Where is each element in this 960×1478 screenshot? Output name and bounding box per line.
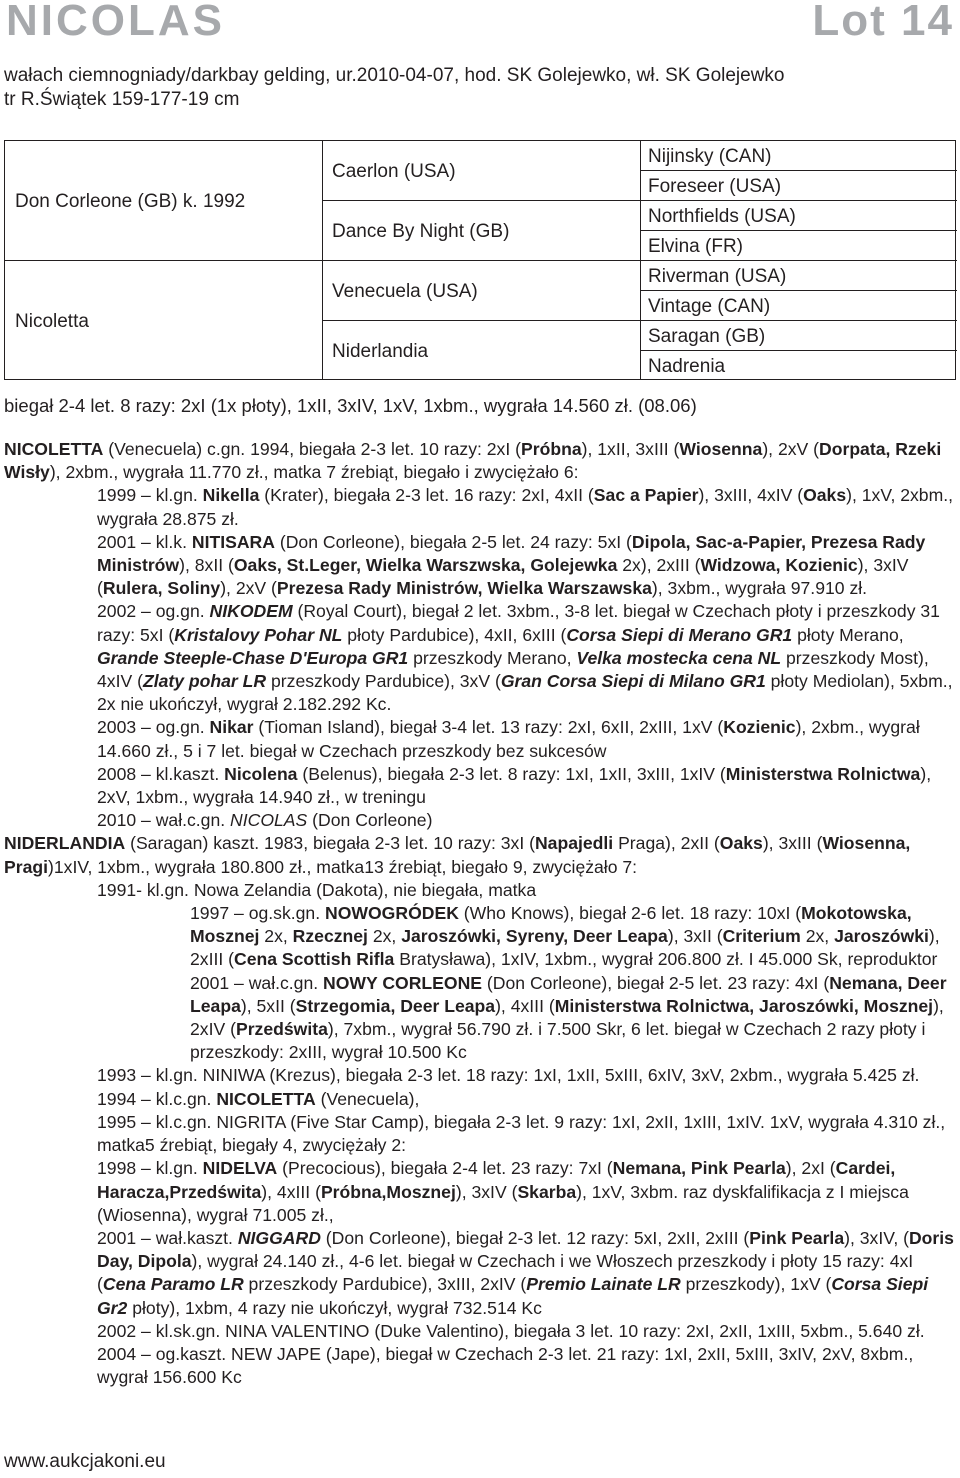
text-run: ), 5xII ( bbox=[240, 995, 296, 1016]
pedigree-great-grandparent: Elvina (FR) bbox=[648, 236, 744, 257]
text-run: ), 2xV ( bbox=[762, 439, 820, 459]
text-run: Pink Pearla bbox=[749, 1227, 845, 1248]
text-run: Premio Lainate LR bbox=[526, 1274, 681, 1295]
text-run: Skarba bbox=[517, 1181, 577, 1202]
text-run: Przedświta bbox=[235, 1019, 328, 1040]
text-run: Grande Steeple-Chase D'Europa GR1 bbox=[97, 647, 409, 668]
offspring-2001-c bbox=[4, 1227, 954, 1320]
text-run: Wiosenna bbox=[679, 439, 763, 459]
pedigree-great-grandparent: Nadrenia bbox=[648, 356, 726, 377]
pedigree-grandparent: Dance By Night (GB) bbox=[332, 221, 510, 242]
text-run: 2003 – og.gn. bbox=[97, 717, 210, 738]
text-run: Nikella bbox=[202, 485, 260, 506]
text-run: NIGGARD bbox=[237, 1227, 321, 1248]
text-run: Bratysława), 1xIV, 1xbm., wygrał 206.800 zł. I 45.000 Sk, reproduktor bbox=[394, 949, 938, 970]
text-run: Próbna,Mosznej bbox=[320, 1181, 456, 1202]
text-run: ), 2xIII ( bbox=[190, 926, 940, 970]
pedigree-grandparent: Niderlandia bbox=[332, 341, 429, 362]
text-run: Jaroszówki, Syreny, Deer Leapa bbox=[401, 926, 668, 947]
dam-line-text bbox=[4, 438, 954, 1389]
horse-description bbox=[4, 64, 944, 112]
text-run: Widzowa, Kozienic bbox=[700, 555, 858, 576]
text-run: ), 3xIII, 4xIV ( bbox=[698, 485, 804, 506]
offspring-1999 bbox=[4, 484, 954, 530]
text-run: NICOLETTA bbox=[4, 439, 104, 459]
text-run: płoty Mediolan), 5xbm., 2x nie ukończył, wygrał 2.182.292 Kc. bbox=[97, 671, 953, 715]
text-run: Gran Corsa Siepi di Milano GR1 bbox=[500, 671, 766, 692]
text-run: Nemana, Pink Pearla bbox=[612, 1158, 786, 1179]
text-run: przeszkody Most), 4xIV ( bbox=[97, 647, 929, 692]
text-run: Nemana, Deer Leapa bbox=[190, 972, 947, 1016]
lot-number: Lot 14 bbox=[812, 0, 954, 45]
offspring-2002-b bbox=[4, 1320, 954, 1343]
text-run: przeszkody), 1xV ( bbox=[680, 1274, 832, 1295]
text-run: (Don Corleone), biegał 2-5 let. 23 razy: 4xI ( bbox=[482, 972, 830, 993]
text-run: 2001 – wał.kaszt. bbox=[97, 1227, 238, 1248]
text-run: NIDERLANDIA bbox=[4, 833, 126, 854]
text-run: NIDELVA bbox=[202, 1158, 278, 1179]
text-run: 2x, bbox=[800, 926, 835, 947]
text-run: (Don Corleone), biegał 2-3 let. 12 razy: 5xI, 2xII, 2xIII ( bbox=[320, 1227, 750, 1248]
text-run: ), 3xIII ( bbox=[762, 833, 823, 854]
text-run: NOWY CORLEONE bbox=[323, 972, 483, 993]
offspring-2010 bbox=[4, 809, 954, 832]
text-run: Zlaty pohar LR bbox=[142, 671, 267, 692]
text-run: ), 4xIII ( bbox=[261, 1181, 321, 1202]
text-run: 2x), 2xIII ( bbox=[617, 555, 701, 576]
pedigree-great-grandparent: Vintage (CAN) bbox=[648, 296, 771, 317]
text-run: 2x, bbox=[259, 926, 293, 947]
text-run: ), 4xIII ( bbox=[495, 995, 555, 1016]
text-run: (Belenus), biegała 2-3 let. 8 razy: 1xI, 1xII, 3xIII, 1xIV ( bbox=[297, 763, 726, 784]
text-run: Prezesa Rady Ministrów, Wielka Warszawska bbox=[276, 578, 652, 599]
text-run: (Tioman Island), biegał 3-4 let. 13 razy: 2xI, 6xII, 2xIII, 1xV ( bbox=[253, 717, 724, 738]
offspring-1997 bbox=[4, 902, 954, 972]
text-run: Rulera, Soliny bbox=[102, 578, 221, 599]
text-run: 2008 – kl.kaszt. bbox=[97, 763, 225, 784]
text-run: 1993 – kl.gn. NINIWA (Krezus), biegała 2-3 let. 18 razy: 1xI, 1xII, 5xIII, 6xIV, 3xV, 2xbm., wygrała 5.425 zł. bbox=[97, 1065, 920, 1086]
text-run: przeszkody Pardubice), 3xIII, 2xIV ( bbox=[243, 1274, 527, 1295]
text-run: Dipola, Sac-a-Papier, Prezesa Rady Ministrów bbox=[97, 531, 926, 576]
pedigree-great-grandparent: Northfields (USA) bbox=[648, 206, 796, 227]
text-run: ), 2xIV ( bbox=[190, 995, 944, 1040]
text-run: NICOLAS bbox=[230, 810, 308, 831]
text-run: ), 3xIV ( bbox=[455, 1181, 518, 1202]
text-run: ), 3xIV ( bbox=[97, 555, 909, 599]
text-run: 2001 – kl.k. bbox=[97, 531, 192, 552]
offspring-2001-b bbox=[4, 972, 954, 1065]
pedigree-great-grandparent: Foreseer (USA) bbox=[648, 176, 782, 197]
text-run: Cena Paramo LR bbox=[102, 1274, 244, 1295]
offspring-1998 bbox=[4, 1157, 954, 1227]
text-run: ), 2xI ( bbox=[785, 1158, 836, 1179]
text-run: NICOLETTA bbox=[216, 1088, 316, 1109]
text-run: ), 1xV, 3xbm. raz dyskfalifikacja z I miejsca (Wiosenna), wygrał 71.005 zł., bbox=[97, 1181, 909, 1225]
website-link[interactable]: www.aukcjakoni.eu bbox=[4, 1451, 166, 1472]
text-run: ), 2xbm., wygrał 14.660 zł., 5 i 7 let. biegał w Czechach przeszkody bez sukcesów bbox=[97, 717, 920, 761]
paragraph-nicoletta bbox=[4, 438, 954, 484]
offspring-1993 bbox=[4, 1064, 954, 1087]
text-run: ), 7xbm., wygrał 56.790 zł. i 7.500 Skr, 6 let. biegał w Czechach 2 razy płoty i przeszkody: 2xIII, wygrał 10.500 Kc bbox=[190, 1019, 926, 1063]
text-run: 1998 – kl.gn. bbox=[97, 1158, 203, 1179]
text-run: Oaks, St.Leger, Wielka Warszwska, Golejewka bbox=[233, 555, 618, 576]
offspring-2001 bbox=[4, 531, 954, 601]
text-run: Kozienic bbox=[723, 717, 796, 738]
text-run: Ministerstwa Rolnictwa, Jaroszówki, Mosznej bbox=[554, 995, 934, 1016]
text-run: NOWOGRÓDEK bbox=[325, 903, 459, 924]
pedigree-dam: Nicoletta bbox=[15, 311, 89, 332]
text-run: Jaroszówki bbox=[834, 926, 929, 947]
text-run: Cena Scottish Rifla bbox=[234, 949, 395, 970]
description-line-1: wałach ciemnogniady/darkbay gelding, ur.2010-04-07, hod. SK Golejewko, wł. SK Golejewko bbox=[4, 65, 785, 86]
text-run: ), 8xII ( bbox=[179, 555, 234, 576]
pedigree-sire: Don Corleone (GB) k. 1992 bbox=[15, 191, 246, 212]
horse-name: NICOLAS bbox=[6, 0, 225, 45]
text-run: 2001 – wał.c.gn. bbox=[190, 972, 324, 993]
text-run: Sac a Papier bbox=[593, 485, 699, 506]
text-run: (Venecuela) c.gn. 1994, biegała 2-3 let. 10 razy: 2xI ( bbox=[103, 439, 521, 459]
text-run: ), 1xII, 3xIII ( bbox=[581, 439, 680, 459]
text-run: ), 2xbm., wygrała 11.770 zł., matka 7 źrebiąt, biegało i zwyciężało 6: bbox=[49, 462, 579, 483]
text-run: Rzecznej bbox=[292, 926, 368, 947]
text-run: 2010 – wał.c.gn. bbox=[97, 810, 231, 831]
text-run: 1994 – kl.c.gn. bbox=[97, 1088, 217, 1109]
text-run: Oaks bbox=[719, 833, 763, 854]
text-run: 2004 – og.kaszt. NEW JAPE (Jape), biegał w Czechach 2-3 let. 21 razy: 1xI, 2xII, 5xIII, 3xIV, 2xV, 8xbm., wygrał 156.600 Kc bbox=[97, 1343, 914, 1388]
text-run: Wiosenna, Pragi bbox=[4, 833, 911, 877]
text-run: 2002 – kl.sk.gn. NINA VALENTINO (Duke Valentino), biegała 3 let. 10 razy: 2xI, 2xII, 1xIII, 5xbm., 5.640 zł. bbox=[97, 1320, 925, 1341]
text-run: ), 3xIV, ( bbox=[844, 1227, 909, 1248]
text-run: (Don Corleone) bbox=[307, 810, 433, 831]
text-run: ), 3xII ( bbox=[667, 926, 723, 947]
pedigree-grandparent: Venecuela (USA) bbox=[332, 281, 478, 302]
text-run: Strzegomia, Deer Leapa bbox=[295, 995, 496, 1016]
text-run: Mokotowska, Mosznej bbox=[190, 903, 912, 947]
offspring-2002 bbox=[4, 600, 954, 716]
offspring-1994 bbox=[4, 1088, 954, 1111]
text-run: 2x, bbox=[367, 926, 402, 947]
pedigree-table bbox=[4, 140, 956, 380]
offspring-1995 bbox=[4, 1111, 954, 1157]
text-run: Nikar bbox=[209, 717, 254, 738]
text-run: Ministerstwa Rolnictwa bbox=[725, 763, 921, 784]
text-run: ), 2xV ( bbox=[220, 578, 277, 599]
offspring-2008 bbox=[4, 763, 954, 809]
text-run: ), 2xV, 1xbm., wygrała 14.940 zł., w treningu bbox=[97, 763, 932, 808]
description-line-2: tr R.Świątek 159-177-19 cm bbox=[4, 89, 240, 110]
sire-race-record: biegał 2-4 let. 8 razy: 2xI (1x płoty), 1xII, 3xIV, 1xV, 1xbm., wygrała 14.560 zł. (08.06) bbox=[4, 395, 697, 416]
text-run: (Royal Court), biegał 2 let. 3xbm., 3-8 let. biegał w Czechach płoty i przeszkody 31 razy: 5xI ( bbox=[97, 601, 940, 645]
text-run: (Venecuela), bbox=[315, 1088, 420, 1109]
text-run: przeszkody Pardubice), 3xV ( bbox=[266, 671, 501, 692]
text-run: Cardei, Haracza,Przedświta bbox=[97, 1158, 896, 1202]
pedigree-great-grandparent: Riverman (USA) bbox=[648, 266, 787, 287]
pedigree-grandparent: Caerlon (USA) bbox=[332, 161, 456, 182]
text-run: )1xIV, 1xbm., wygrała 180.800 zł., matka13 źrebiąt, biegało 9, zwyciężało 7: bbox=[48, 856, 638, 877]
text-run: Praga), 2xII ( bbox=[613, 833, 720, 854]
paragraph-niderlandia bbox=[4, 832, 954, 878]
text-run: Oaks bbox=[803, 485, 847, 506]
text-run: (Don Corleone), biegała 2-5 let. 24 razy: 5xI ( bbox=[274, 531, 632, 552]
text-run: Doris Day, Dipola bbox=[97, 1227, 954, 1272]
text-run: Corsa Siepi Gr2 bbox=[97, 1274, 929, 1318]
text-run: (Saragan) kaszt. 1983, biegała 2-3 let. 10 razy: 3xI ( bbox=[125, 833, 535, 854]
text-run: Criterium bbox=[722, 926, 801, 947]
text-run: NITISARA bbox=[191, 531, 275, 552]
text-run: Corsa Siepi di Merano GR1 bbox=[566, 624, 793, 645]
text-run: 1991- kl.gn. Nowa Zelandia (Dakota), nie biegała, matka bbox=[97, 879, 537, 900]
text-run: 1997 – og.sk.gn. bbox=[190, 903, 325, 924]
text-run: płoty), 1xbm, 4 razy nie ukończył, wygrał 732.514 Kc bbox=[127, 1297, 542, 1318]
text-run: płoty Pardubice), 4xII, 6xIII ( bbox=[342, 624, 567, 645]
text-run: (Krater), biegała 2-3 let. 16 razy: 2xI, 4xII ( bbox=[259, 485, 594, 506]
text-run: (Precocious), biegała 2-4 let. 23 razy: 7xI ( bbox=[277, 1158, 613, 1179]
text-run: Kristalovy Pohar NL bbox=[174, 624, 343, 645]
text-run: płoty Merano, bbox=[792, 624, 904, 645]
text-run: Próbna bbox=[521, 439, 582, 459]
text-run: przeszkody Merano, bbox=[408, 647, 577, 668]
text-run: Napajedli bbox=[534, 833, 614, 854]
text-run: ), wygrał 24.140 zł., 4-6 let. biegał w Czechach i we Włoszech przeszkody i płoty 15 razy: 4xI ( bbox=[97, 1251, 914, 1295]
offspring-1991 bbox=[4, 879, 954, 902]
text-run: 1995 – kl.c.gn. NIGRITA (Five Star Camp), biegała 2-3 let. 9 razy: 1xI, 2xII, 1xIII, 1xIV. 1xV, wygrała 4.310 zł., matka5 źrebiąt, biegały 4, zwyciężały 2: bbox=[97, 1111, 946, 1156]
text-run: Velka mostecka cena NL bbox=[576, 647, 782, 668]
text-run: ), 3xbm., wygrała 97.910 zł. bbox=[651, 578, 868, 599]
text-run: Dorpata, Rzeki Wisły bbox=[4, 439, 942, 483]
text-run: Nicolena bbox=[224, 763, 298, 784]
text-run: (Who Knows), biegał 2-6 let. 18 razy: 10xI ( bbox=[458, 903, 802, 924]
text-run: NIKODEM bbox=[209, 601, 293, 622]
pedigree-great-grandparent: Nijinsky (CAN) bbox=[648, 146, 772, 167]
offspring-2004 bbox=[4, 1343, 954, 1389]
offspring-2003 bbox=[4, 716, 954, 762]
pedigree-great-grandparent: Saragan (GB) bbox=[648, 326, 766, 347]
text-run: 1999 – kl.gn. bbox=[97, 485, 203, 506]
text-run: 2002 – og.gn. bbox=[97, 601, 210, 622]
text-run: ), 1xV, 2xbm., wygrała 28.875 zł. bbox=[97, 485, 954, 529]
